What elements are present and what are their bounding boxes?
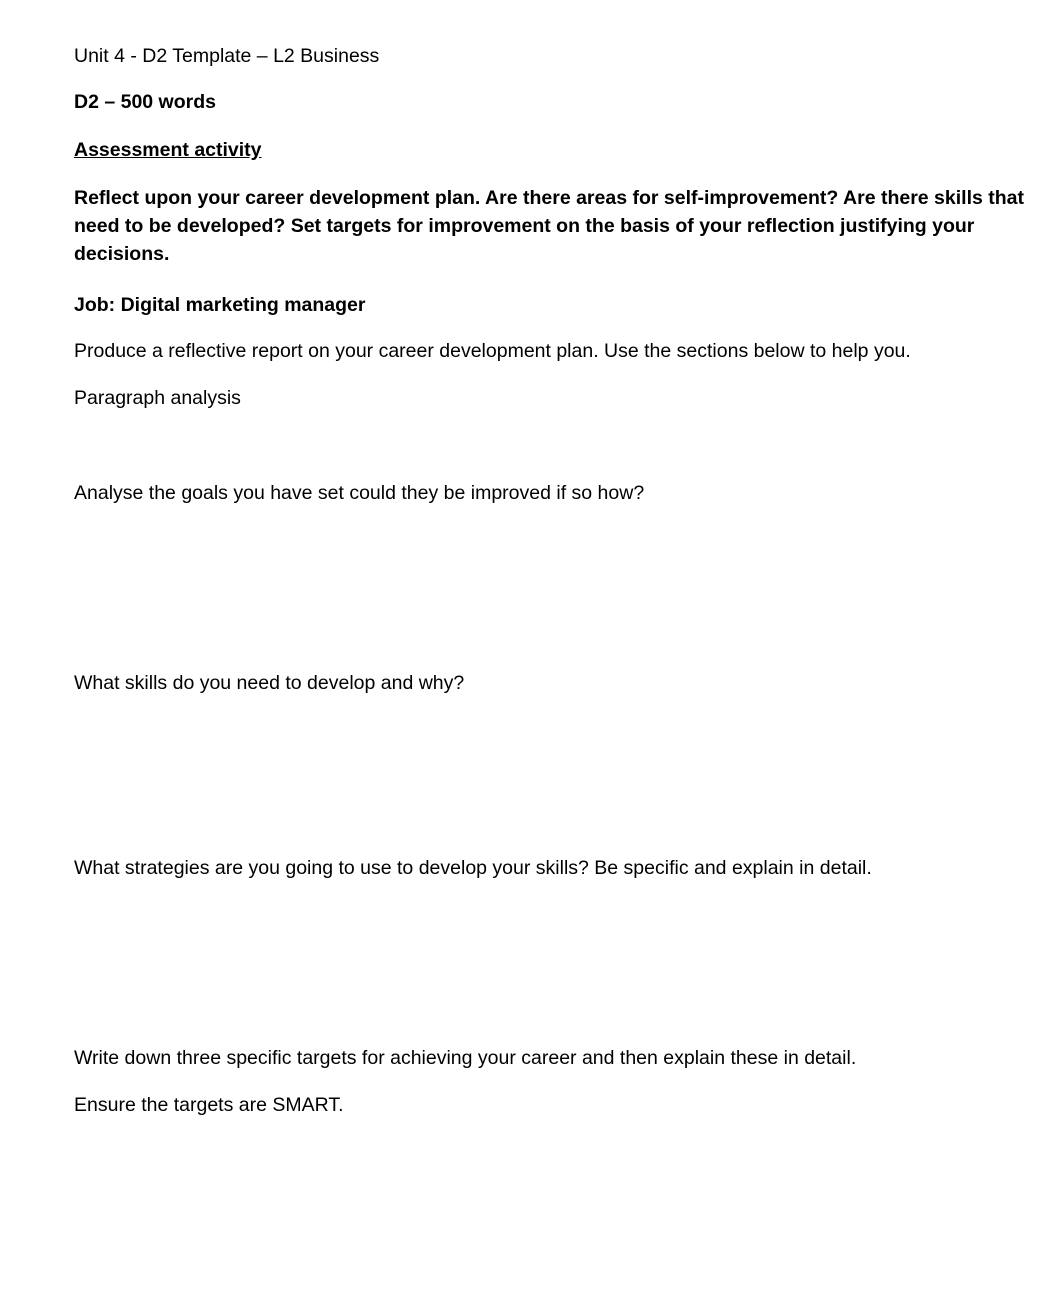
instructions-text: Produce a reflective report on your career development plan. Use the sections below to help you.: [74, 340, 911, 362]
paragraph-analysis-label: Paragraph analysis: [74, 387, 241, 409]
assessment-activity-heading: Assessment activity: [74, 139, 262, 161]
job-title: Job: Digital marketing manager: [74, 294, 366, 316]
prompt-strategies: What strategies are you going to use to develop your skills? Be specific and explain in detail.: [74, 857, 872, 879]
prompt-skills: What skills do you need to develop and why?: [74, 672, 465, 694]
word-count-heading: D2 – 500 words: [74, 91, 216, 113]
prompt-goals: Analyse the goals you have set could they be improved if so how?: [74, 482, 645, 504]
prompt-smart: Ensure the targets are SMART.: [74, 1094, 344, 1116]
prompt-targets: Write down three specific targets for achieving your career and then explain these in detail.: [74, 1047, 857, 1069]
task-description: Reflect upon your career development plan. Are there areas for self-improvement? Are there skills that need to be developed? Set targets for improvement on the basis of your reflection justifying your decisions.: [74, 187, 1025, 265]
document-header: Unit 4 - D2 Template – L2 Business: [74, 45, 380, 67]
